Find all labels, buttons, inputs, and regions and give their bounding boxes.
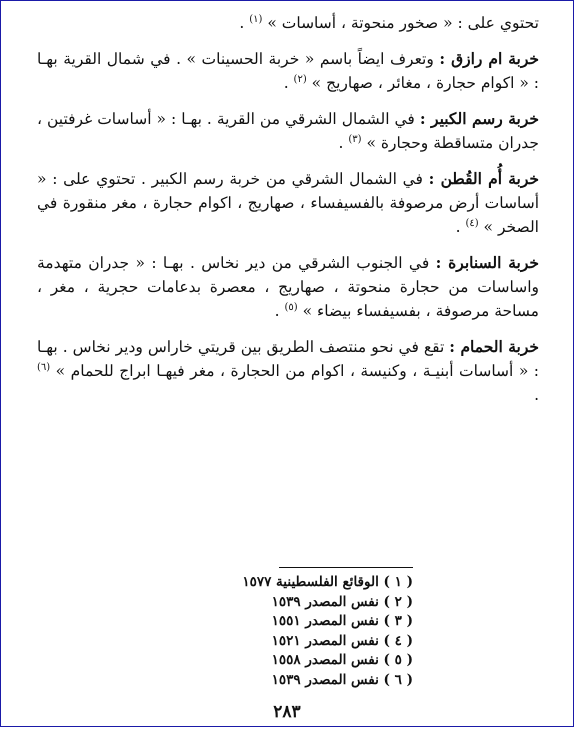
footnote-item: ( ٤ ) نفس المصدر ١٥٢١	[271, 632, 413, 649]
footnote-item: ( ٣ ) نفس المصدر ١٥٥١	[271, 613, 413, 629]
entry-title: خربة أُم القُطن :	[428, 169, 539, 188]
footnote-ref: (٢)	[293, 73, 307, 85]
entry-text: في الشمال الشرقي من القرية . بهـا : « أساسات غرفتين ، جدران متساقطة وحجارة »	[37, 110, 539, 152]
entry-title: خربة الحمام :	[449, 337, 539, 356]
footnotes-list	[161, 573, 413, 690]
entry-text: في الجنوب الشرقي من دير نخاس . بهـا : « جدران متهدمة واساسات من حجارة منحوتة ، صهاريج ، معصرة بدعامات حجرية ، مغر ، مساحة مرصوفة ، بفسيفساء بيضاء »	[37, 254, 539, 320]
entry-umm-raziq	[37, 47, 539, 95]
entry-title: خربة السنابرة :	[435, 253, 540, 272]
intro-paragraph	[37, 11, 539, 35]
footnote-ref: (٥)	[284, 301, 298, 313]
footnote-item: ( ١ ) الوقائع الفلسطينية ١٥٧٧	[242, 574, 413, 590]
footnote-item: ( ٢ ) نفس المصدر ١٥٣٩	[271, 593, 413, 610]
entry-title: خربة رسم الكبير :	[419, 109, 539, 128]
footnote-ref: (٣)	[348, 133, 362, 145]
page-number: ٢٨٣	[273, 702, 301, 722]
entry-end: .	[534, 386, 539, 404]
intro-end: .	[239, 14, 250, 32]
entry-paragraph	[37, 47, 539, 95]
entry-text: تقع في نحو منتصف الطريق بين قريتي خاراس ودير نخاس . بهـا : « أساسات أبنيـة ، وكنيسة ، اكوام من الحجارة ، مغر فيهـا ابراج للحمام »	[37, 338, 539, 380]
footnote-divider	[279, 567, 413, 568]
intro-text: تحتوي على : « صخور منحوتة ، أساسات »	[262, 14, 539, 32]
footnote-ref: (٤)	[465, 217, 479, 229]
entry-al-hammam	[37, 335, 539, 407]
footnote-item: ( ٥ ) نفس المصدر ١٥٥٨	[271, 652, 413, 668]
entry-end: .	[338, 134, 349, 152]
footnote-item: ( ٦ ) نفس المصدر ١٥٣٩	[271, 671, 413, 688]
entry-paragraph	[37, 335, 539, 407]
footnote-ref: (٦)	[37, 361, 51, 373]
entry-title: خربة ام رازق :	[439, 49, 540, 68]
entry-text: وتعرف ايضاً باسم « خربة الحسينات » . في شمال القرية بهـا : « اكوام حجارة ، مغائر ، صهاريج »	[37, 50, 539, 92]
intro-text-line	[37, 11, 539, 35]
entry-end: .	[283, 74, 294, 92]
entry-paragraph	[37, 251, 539, 323]
entry-end: .	[274, 302, 285, 320]
main-text	[37, 11, 539, 419]
entry-paragraph	[37, 167, 539, 239]
entry-al-sanabira	[37, 251, 539, 323]
footnote-ref: (١)	[249, 13, 263, 25]
entry-umm-al-qutn	[37, 167, 539, 239]
entry-paragraph	[37, 107, 539, 155]
entry-rasm-al-kabir	[37, 107, 539, 155]
entry-text: في الشمال الشرقي من خربة رسم الكبير . تحتوي على : « أساسات أرض مرصوفة بالفسيفساء ، صهاريج ، اكوام حجارة ، مغر منقورة في الصخر »	[37, 170, 539, 236]
entry-end: .	[455, 218, 466, 236]
